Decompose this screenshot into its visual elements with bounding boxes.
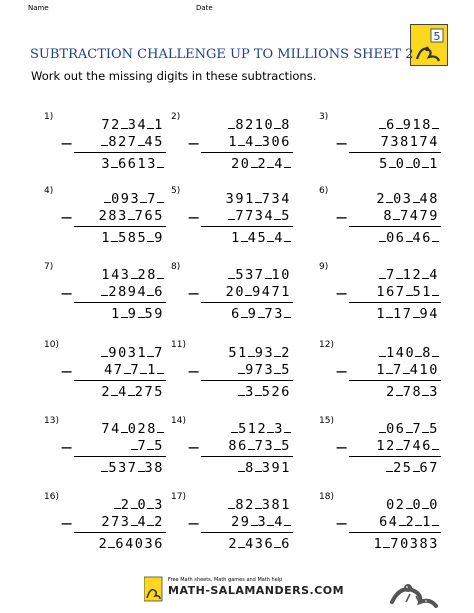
missing-digit-blank[interactable] — [255, 191, 262, 203]
subtraction-problem — [319, 492, 449, 558]
missing-digit-blank[interactable] — [396, 117, 403, 129]
subtraction-problem — [44, 262, 174, 328]
subtraction-problem — [171, 416, 301, 482]
problem-number: 18) — [319, 492, 334, 502]
problem-number: 16) — [44, 492, 59, 502]
missing-digit-blank[interactable] — [131, 438, 138, 450]
missing-digit-blank[interactable] — [238, 362, 245, 374]
missing-digit-blank[interactable] — [147, 284, 154, 296]
date-label: Date — [196, 4, 213, 12]
subtrahend: 167 51 — [376, 284, 439, 300]
missing-digit-blank[interactable] — [157, 156, 164, 168]
missing-digit-blank[interactable] — [138, 134, 145, 146]
minus-sign: − — [187, 134, 201, 153]
problem-number: 1) — [44, 112, 54, 122]
missing-digit-blank[interactable] — [267, 156, 274, 168]
difference: 8 391 — [238, 460, 291, 476]
missing-digit-blank[interactable] — [121, 117, 128, 129]
difference: 5 0 0 1 — [379, 156, 439, 172]
missing-digit-blank[interactable] — [379, 421, 386, 433]
minuend: 143 28 — [101, 267, 164, 283]
missing-digit-blank[interactable] — [422, 384, 429, 396]
minus-sign: − — [335, 284, 349, 303]
difference: 1 17 94 — [376, 306, 439, 322]
problem-number: 6) — [319, 186, 329, 196]
missing-digit-blank[interactable] — [101, 460, 108, 472]
answer-line — [74, 380, 166, 381]
missing-digit-blank[interactable] — [415, 514, 422, 526]
missing-digit-blank[interactable] — [432, 117, 439, 129]
missing-digit-blank[interactable] — [238, 460, 245, 472]
subtrahend: 29 3 4 — [231, 514, 291, 530]
missing-digit-blank[interactable] — [147, 345, 154, 357]
problem-number: 11) — [171, 340, 186, 350]
minus-sign: − — [60, 438, 74, 457]
missing-digit-blank[interactable] — [415, 345, 422, 357]
missing-digit-blank[interactable] — [231, 421, 238, 433]
subtraction-problem — [319, 186, 449, 252]
subtrahend: 273 4 2 — [101, 514, 164, 530]
minus-sign: − — [60, 362, 74, 381]
problem-number: 5) — [171, 186, 181, 196]
missing-digit-blank[interactable] — [265, 267, 272, 279]
missing-digit-blank[interactable] — [422, 156, 429, 168]
missing-digit-blank[interactable] — [251, 156, 258, 168]
answer-line — [349, 226, 441, 227]
missing-digit-blank[interactable] — [228, 267, 235, 279]
missing-digit-blank[interactable] — [406, 230, 413, 242]
minuend: 093 7 — [104, 191, 164, 207]
missing-digit-blank[interactable] — [255, 497, 262, 509]
missing-digit-blank[interactable] — [114, 497, 121, 509]
subtraction-problem — [44, 340, 174, 406]
missing-digit-blank[interactable] — [284, 230, 291, 242]
missing-digit-blank[interactable] — [432, 345, 439, 357]
missing-digit-blank[interactable] — [432, 284, 439, 296]
subtrahend: 7734 5 — [228, 208, 291, 224]
missing-digit-blank[interactable] — [432, 438, 439, 450]
problem-number: 2) — [171, 112, 181, 122]
minus-sign: − — [187, 208, 201, 227]
problem-number: 7) — [44, 262, 54, 272]
minuend: 6 918 — [379, 117, 439, 133]
answer-line — [201, 456, 293, 457]
missing-digit-blank[interactable] — [111, 230, 118, 242]
missing-digit-blank[interactable] — [284, 421, 291, 433]
subtrahend: 1 4 306 — [228, 134, 291, 150]
missing-digit-blank[interactable] — [379, 230, 386, 242]
missing-digit-blank[interactable] — [128, 208, 135, 220]
subtraction-problem — [319, 416, 449, 482]
missing-digit-blank[interactable] — [255, 384, 262, 396]
missing-digit-blank[interactable] — [228, 497, 235, 509]
missing-digit-blank[interactable] — [413, 306, 420, 318]
minuend: 7 12 4 — [379, 267, 439, 283]
footer-brand[interactable]: MATH-SALAMANDERS.COM — [168, 584, 345, 597]
difference: 1 585 9 — [101, 230, 164, 246]
minuend: 8210 8 — [228, 117, 291, 133]
problem-number: 14) — [171, 416, 186, 426]
minuend: 74 028 — [101, 421, 164, 437]
difference: 3 6613 — [101, 156, 164, 172]
missing-digit-blank[interactable] — [389, 156, 396, 168]
missing-digit-blank[interactable] — [386, 362, 393, 374]
missing-digit-blank[interactable] — [406, 284, 413, 296]
subtraction-problem — [44, 492, 174, 558]
missing-digit-blank[interactable] — [111, 156, 118, 168]
subtraction-problem — [44, 416, 174, 482]
missing-digit-blank[interactable] — [140, 362, 147, 374]
subtrahend: 973 5 — [238, 362, 291, 378]
missing-digit-blank[interactable] — [121, 306, 128, 318]
difference: 3 526 — [238, 384, 291, 400]
missing-digit-blank[interactable] — [241, 306, 248, 318]
missing-digit-blank[interactable] — [274, 208, 281, 220]
answer-line — [201, 226, 293, 227]
missing-digit-blank[interactable] — [251, 514, 258, 526]
missing-digit-blank[interactable] — [147, 497, 154, 509]
difference: 2 4 275 — [101, 384, 164, 400]
answer-line — [74, 152, 166, 153]
subtraction-problem — [319, 262, 449, 328]
missing-digit-blank[interactable] — [413, 460, 420, 472]
subtrahend: 827 45 — [101, 134, 164, 150]
minuend: 02 0 0 — [386, 497, 439, 513]
salamander-icon — [386, 572, 442, 612]
subtrahend: 47 7 1 — [104, 362, 164, 378]
missing-digit-blank[interactable] — [383, 536, 390, 548]
minus-sign: − — [187, 284, 201, 303]
answer-line — [74, 302, 166, 303]
minuend: 9031 7 — [101, 345, 164, 361]
minus-sign: − — [60, 134, 74, 153]
minuend: 537 10 — [228, 267, 291, 283]
minus-sign: − — [60, 208, 74, 227]
missing-digit-blank[interactable] — [396, 438, 403, 450]
missing-digit-blank[interactable] — [157, 421, 164, 433]
missing-digit-blank[interactable] — [386, 460, 393, 472]
missing-digit-blank[interactable] — [284, 514, 291, 526]
difference: 2 436 6 — [228, 536, 291, 552]
minus-sign: − — [60, 514, 74, 533]
missing-digit-blank[interactable] — [379, 117, 386, 129]
difference: 6 9 73 — [231, 306, 291, 322]
missing-digit-blank[interactable] — [379, 345, 386, 357]
missing-digit-blank[interactable] — [138, 460, 145, 472]
missing-digit-blank[interactable] — [393, 208, 400, 220]
missing-digit-blank[interactable] — [138, 306, 145, 318]
answer-line — [349, 456, 441, 457]
missing-digit-blank[interactable] — [147, 438, 154, 450]
missing-digit-blank[interactable] — [379, 267, 386, 279]
missing-digit-blank[interactable] — [403, 362, 410, 374]
difference: 2 64036 — [98, 536, 164, 552]
missing-digit-blank[interactable] — [157, 191, 164, 203]
minuend: 06 7 5 — [379, 421, 439, 437]
minus-sign: − — [335, 134, 349, 153]
missing-digit-blank[interactable] — [255, 134, 262, 146]
missing-digit-blank[interactable] — [238, 384, 245, 396]
footer-tagline: Free Math sheets, Math games and Math help — [168, 577, 283, 583]
missing-digit-blank[interactable] — [131, 514, 138, 526]
missing-digit-blank[interactable] — [432, 230, 439, 242]
missing-digit-blank[interactable] — [386, 306, 393, 318]
subtraction-problem — [171, 186, 301, 252]
minuend: 51 93 2 — [228, 345, 291, 361]
missing-digit-blank[interactable] — [284, 306, 291, 318]
difference: 06 46 — [379, 230, 439, 246]
minuend: 391 734 — [225, 191, 291, 207]
missing-digit-blank[interactable] — [267, 421, 274, 433]
answer-line — [201, 302, 293, 303]
subtrahend: 20 9471 — [225, 284, 291, 300]
missing-digit-blank[interactable] — [406, 497, 413, 509]
missing-digit-blank[interactable] — [238, 536, 245, 548]
answer-line — [201, 380, 293, 381]
missing-digit-blank[interactable] — [140, 191, 147, 203]
difference: 1 70383 — [373, 536, 439, 552]
subtrahend: 86 73 5 — [228, 438, 291, 454]
problem-number: 12) — [319, 340, 334, 350]
problem-number: 10) — [44, 340, 59, 350]
minuend: 140 8 — [379, 345, 439, 361]
subtrahend: 283 765 — [98, 208, 164, 224]
missing-digit-blank[interactable] — [248, 438, 255, 450]
missing-digit-blank[interactable] — [131, 267, 138, 279]
subtraction-problem — [171, 112, 301, 178]
missing-digit-blank[interactable] — [248, 345, 255, 357]
svg-text:5: 5 — [433, 30, 441, 43]
subtraction-problem — [171, 492, 301, 558]
missing-digit-blank[interactable] — [274, 345, 281, 357]
subtrahend: 2894 6 — [101, 284, 164, 300]
problem-number: 3) — [319, 112, 329, 122]
minus-sign: − — [60, 284, 74, 303]
missing-digit-blank[interactable] — [274, 438, 281, 450]
difference: 20 2 4 — [231, 156, 291, 172]
missing-digit-blank[interactable] — [147, 117, 154, 129]
missing-digit-blank[interactable] — [422, 267, 429, 279]
minus-sign: − — [335, 208, 349, 227]
missing-digit-blank[interactable] — [111, 384, 118, 396]
missing-digit-blank[interactable] — [399, 514, 406, 526]
missing-digit-blank[interactable] — [101, 134, 108, 146]
answer-line — [349, 380, 441, 381]
minus-sign: − — [187, 362, 201, 381]
subtraction-problem — [171, 340, 301, 406]
minuend: 2 0 3 — [114, 497, 164, 513]
subtraction-problem — [44, 112, 174, 178]
missing-digit-blank[interactable] — [157, 362, 164, 374]
missing-digit-blank[interactable] — [147, 514, 154, 526]
subtrahend: 7 5 — [131, 438, 164, 454]
subtraction-problem — [319, 112, 449, 178]
missing-digit-blank[interactable] — [255, 460, 262, 472]
answer-line — [349, 152, 441, 153]
missing-digit-blank[interactable] — [406, 421, 413, 433]
minuend: 512 3 — [231, 421, 291, 437]
missing-digit-blank[interactable] — [258, 306, 265, 318]
missing-digit-blank[interactable] — [121, 421, 128, 433]
missing-digit-blank[interactable] — [128, 384, 135, 396]
subtrahend: 64 2 1 — [379, 514, 439, 530]
difference: 1 45 4 — [231, 230, 291, 246]
difference: 25 67 — [386, 460, 439, 476]
missing-digit-blank[interactable] — [131, 497, 138, 509]
missing-digit-blank[interactable] — [386, 191, 393, 203]
subtrahend: 12 746 — [376, 438, 439, 454]
missing-digit-blank[interactable] — [101, 284, 108, 296]
missing-digit-blank[interactable] — [228, 208, 235, 220]
answer-line — [201, 532, 293, 533]
missing-digit-blank[interactable] — [422, 497, 429, 509]
minus-sign: − — [335, 514, 349, 533]
missing-digit-blank[interactable] — [267, 514, 274, 526]
missing-digit-blank[interactable] — [274, 362, 281, 374]
missing-digit-blank[interactable] — [396, 384, 403, 396]
missing-digit-blank[interactable] — [124, 362, 131, 374]
problem-number: 15) — [319, 416, 334, 426]
missing-digit-blank[interactable] — [157, 267, 164, 279]
problem-number: 17) — [171, 492, 186, 502]
missing-digit-blank[interactable] — [104, 191, 111, 203]
missing-digit-blank[interactable] — [274, 536, 281, 548]
answer-line — [201, 152, 293, 153]
subtrahend: 1 7 410 — [376, 362, 439, 378]
subtraction-problem — [44, 186, 174, 252]
difference: 537 38 — [101, 460, 164, 476]
minuend: 82 381 — [228, 497, 291, 513]
problem-number: 4) — [44, 186, 54, 196]
minus-sign: − — [187, 438, 201, 457]
missing-digit-blank[interactable] — [267, 230, 274, 242]
answer-line — [74, 226, 166, 227]
minuend: 72 34 1 — [101, 117, 164, 133]
missing-digit-blank[interactable] — [284, 156, 291, 168]
answer-line — [349, 532, 441, 533]
missing-digit-blank[interactable] — [274, 117, 281, 129]
subtraction-problem — [171, 262, 301, 328]
missing-digit-blank[interactable] — [396, 267, 403, 279]
subtrahend: 738174 — [380, 134, 439, 150]
missing-digit-blank[interactable] — [413, 191, 420, 203]
instructions: Work out the missing digits in these subtractions. — [31, 69, 317, 83]
missing-digit-blank[interactable] — [432, 514, 439, 526]
missing-digit-blank[interactable] — [147, 230, 154, 242]
difference: 1 9 59 — [111, 306, 164, 322]
minuend: 2 03 48 — [376, 191, 439, 207]
answer-line — [74, 532, 166, 533]
problem-number: 9) — [319, 262, 329, 272]
problem-number: 13) — [44, 416, 59, 426]
missing-digit-blank[interactable] — [101, 345, 108, 357]
missing-digit-blank[interactable] — [108, 536, 115, 548]
answer-line — [74, 456, 166, 457]
name-label: Name — [28, 4, 49, 12]
missing-digit-blank[interactable] — [228, 117, 235, 129]
subtraction-problem — [319, 340, 449, 406]
minus-sign: − — [335, 362, 349, 381]
missing-digit-blank[interactable] — [241, 230, 248, 242]
missing-digit-blank[interactable] — [238, 134, 245, 146]
problem-number: 8) — [171, 262, 181, 272]
missing-digit-blank[interactable] — [245, 284, 252, 296]
missing-digit-blank[interactable] — [406, 156, 413, 168]
minus-sign: − — [335, 438, 349, 457]
page-title: SUBTRACTION CHALLENGE UP TO MILLIONS SHEET 2 — [30, 47, 414, 62]
difference: 2 78 3 — [386, 384, 439, 400]
answer-line — [349, 302, 441, 303]
minus-sign: − — [187, 514, 201, 533]
subtrahend: 8 7479 — [383, 208, 439, 224]
missing-digit-blank[interactable] — [422, 421, 429, 433]
